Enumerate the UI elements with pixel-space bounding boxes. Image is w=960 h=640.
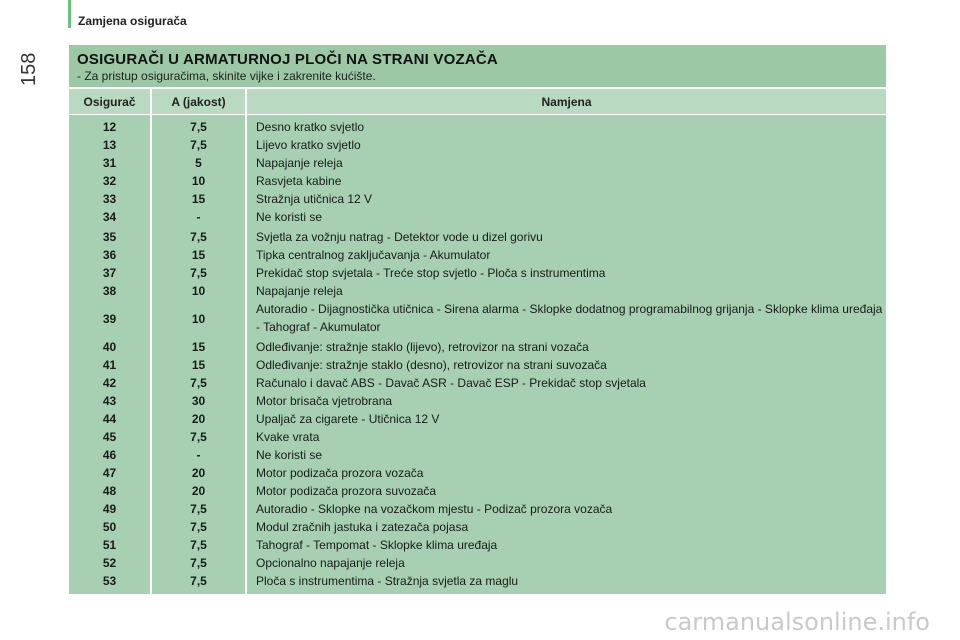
section-title: Zamjena osigurača	[78, 14, 187, 28]
fuse-amperage: 7,5	[190, 574, 207, 588]
fuse-number: 43	[102, 394, 117, 408]
fuse-number: 31	[102, 156, 117, 170]
fuse-purpose: Svjetla za vožnju natrag - Detektor vode u dizel gorivu	[256, 230, 543, 244]
fuse-number: 52	[102, 556, 117, 570]
fuse-purpose: Kvake vrata	[256, 430, 320, 444]
fuse-amperage: 5	[195, 156, 202, 170]
fuse-amperage: 15	[191, 248, 206, 262]
fuse-purpose: Prekidač stop svjetala - Treće stop svjetlo - Ploča s instrumentima	[256, 266, 606, 280]
fuse-amperage: -	[196, 448, 201, 462]
fuse-number: 42	[102, 376, 117, 390]
fuse-purpose: Odleđivanje: stražnje staklo (lijevo), retrovizor na strani vozača	[256, 340, 589, 354]
fuse-purpose: Stražnja utičnica 12 V	[256, 192, 373, 206]
fuse-number: 48	[102, 484, 117, 498]
fuse-number: 41	[102, 358, 117, 372]
table-heading-box	[69, 45, 886, 87]
fuse-purpose: Ne koristi se	[256, 210, 323, 224]
fuse-purpose: Upaljač za cigarete - Utičnica 12 V	[256, 412, 440, 426]
fuse-purpose: Lijevo kratko svjetlo	[256, 138, 361, 152]
fuse-purpose: Autoradio - Dijagnostička utičnica - Sirena alarma - Sklopke dodatnog programabilnog grijanja - Sklopke klima uređaja - Tahograf - Akumulator	[256, 302, 883, 334]
fuse-purpose: Računalo i davač ABS - Davač ASR - Davač ESP - Prekidač stop svjetala	[256, 376, 646, 390]
fuse-purpose: Odleđivanje: stražnje staklo (desno), retrovizor na strani suvozača	[256, 358, 607, 372]
fuse-purpose: Ne koristi se	[256, 448, 323, 462]
table-subheading: - Za pristup osiguračima, skinite vijke i zakrenite kućište.	[77, 69, 376, 83]
fuse-purpose: Opcionalno napajanje releja	[256, 556, 405, 570]
fuse-amperage: 15	[191, 192, 206, 206]
fuse-amperage: 30	[191, 394, 206, 408]
fuse-number: 44	[102, 412, 117, 426]
fuse-purpose: Motor podizača prozora suvozača	[256, 484, 437, 498]
fuse-number: 33	[102, 192, 117, 206]
fuse-amperage: 15	[191, 358, 206, 372]
fuse-number: 46	[102, 448, 117, 462]
fuse-number: 36	[102, 248, 117, 262]
fuse-number: 12	[102, 120, 117, 134]
fuse-purpose: Motor brisača vjetrobrana	[256, 394, 393, 408]
fuse-number: 40	[102, 340, 117, 354]
watermark: carmanualsonline.info	[664, 608, 930, 636]
fuse-amperage: 20	[191, 466, 206, 480]
fuse-number: 13	[102, 138, 117, 152]
fuse-purpose: Tahograf - Tempomat - Sklopke klima uređaja	[256, 538, 498, 552]
fuse-amperage: 20	[191, 412, 206, 426]
fuse-amperage: 10	[191, 284, 206, 298]
column-header-fuse: Osigurač	[69, 89, 150, 114]
fuse-amperage: 7,5	[190, 556, 207, 570]
fuse-purpose: Modul zračnih jastuka i zatezača pojasa	[256, 520, 469, 534]
fuse-amperage: 10	[191, 312, 206, 326]
fuse-amperage: 7,5	[190, 502, 207, 516]
fuse-amperage: 7,5	[190, 138, 207, 152]
column-header-amperage: A (jakost)	[152, 89, 245, 114]
fuse-purpose: Rasvjeta kabine	[256, 174, 342, 188]
fuse-number: 51	[102, 538, 117, 552]
fuse-purpose: Motor podizača prozora vozača	[256, 466, 424, 480]
fuse-number: 45	[102, 430, 117, 444]
fuse-number: 37	[102, 266, 117, 280]
fuse-purpose: Tipka centralnog zaključavanja - Akumulator	[256, 248, 491, 262]
fuse-amperage: 10	[191, 174, 206, 188]
fuse-purpose: Napajanje releja	[256, 156, 343, 170]
fuse-number: 32	[102, 174, 117, 188]
fuse-number: 34	[102, 210, 117, 224]
fuse-number: 47	[102, 466, 117, 480]
fuse-number: 49	[102, 502, 117, 516]
page-number: 158	[18, 52, 40, 86]
table-heading: OSIGURAČI U ARMATURNOJ PLOČI NA STRANI VOZAČA	[77, 51, 498, 68]
fuse-amperage: 7,5	[190, 376, 207, 390]
fuse-purpose: Autoradio - Sklopke na vozačkom mjestu - Podizač prozora vozača	[256, 502, 613, 516]
fuse-amperage: 7,5	[190, 430, 207, 444]
fuse-amperage: 7,5	[190, 230, 207, 244]
fuse-amperage: 7,5	[190, 520, 207, 534]
fuse-amperage: 20	[191, 484, 206, 498]
fuse-amperage: 15	[191, 340, 206, 354]
fuse-purpose: Desno kratko svjetlo	[256, 120, 365, 134]
fuse-number: 53	[102, 574, 117, 588]
fuse-amperage: 7,5	[190, 538, 207, 552]
fuse-number: 50	[102, 520, 117, 534]
fuse-amperage: 7,5	[190, 266, 207, 280]
fuse-purpose: Napajanje releja	[256, 284, 343, 298]
fuse-number: 38	[102, 284, 117, 298]
accent-bar	[68, 0, 71, 28]
fuse-amperage: 7,5	[190, 120, 207, 134]
fuse-number: 39	[102, 312, 117, 326]
fuse-number: 35	[102, 230, 117, 244]
fuse-purpose: Ploča s instrumentima - Stražnja svjetla za maglu	[256, 574, 519, 588]
column-header-purpose: Namjena	[247, 89, 886, 114]
fuse-amperage: -	[196, 210, 201, 224]
